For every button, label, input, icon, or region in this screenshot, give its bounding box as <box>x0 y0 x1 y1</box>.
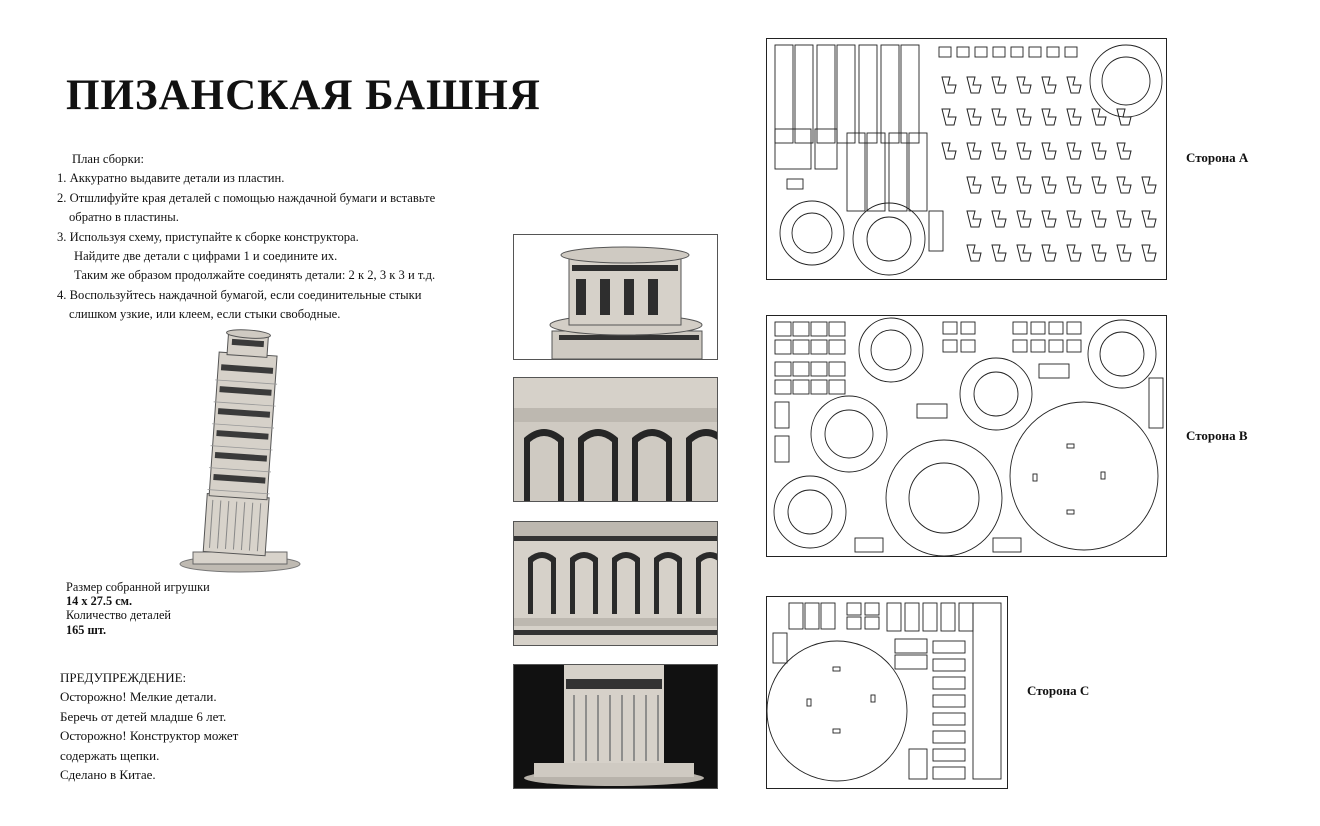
plan-line: Таким же образом продолжайте соединять детали: 2 к 2, 3 к 3 и т.д. <box>74 268 436 283</box>
warning-line: Сделано в Китае. <box>60 767 156 783</box>
detail-photo-base <box>513 664 718 789</box>
sheet-a <box>766 38 1167 280</box>
toy-specs <box>66 580 210 637</box>
plan-heading: План сборки: <box>72 152 144 166</box>
size-label: Размер собранной игрушки <box>66 580 210 594</box>
warning-line: содержать щепки. <box>60 747 160 763</box>
plan-line: слишком узкие, или клеем, если стыки свободные. <box>69 307 341 322</box>
page-title: ПИЗАНСКАЯ БАШНЯ <box>66 72 541 119</box>
detail-photo-arches <box>513 377 718 502</box>
plan-line: обратно в пластины. <box>69 210 179 225</box>
sheet-a-label: Сторона А <box>1186 150 1249 165</box>
assembly-plan <box>57 150 477 325</box>
warning-heading: ПРЕДУПРЕЖДЕНИЕ: <box>60 670 187 685</box>
sheet-c-label: Сторона С <box>1027 683 1090 698</box>
plan-line: 1. Аккуратно выдавите детали из пластин. <box>57 171 285 186</box>
count-value: 165 шт. <box>66 622 107 637</box>
sheet-b <box>766 315 1167 557</box>
sheet-b-label: Сторона В <box>1186 428 1248 443</box>
size-value: 14 x 27.5 см. <box>66 594 133 609</box>
detail-photo-top <box>513 234 718 360</box>
warning-line: Беречь от детей младше 6 лет. <box>60 708 227 724</box>
plan-line: 3. Используя схему, приступайте к сборке конструктора. <box>57 229 359 244</box>
plan-line: 2. Отшлифуйте края деталей с помощью наждачной бумаги и вставьте <box>57 190 436 205</box>
detail-photo-middle <box>513 521 718 646</box>
tower-illustration <box>175 326 305 574</box>
plan-line: Найдите две детали с цифрами 1 и соедините их. <box>74 249 338 264</box>
warning-line: Осторожно! Конструктор может <box>60 728 239 744</box>
count-label: Количество деталей <box>66 608 171 623</box>
plan-line: 4. Воспользуйтесь наждачной бумагой, если соединительные стыки <box>57 287 422 302</box>
sheet-c <box>766 596 1008 789</box>
warning-line: Осторожно! Мелкие детали. <box>60 689 217 705</box>
warning-block <box>60 668 238 784</box>
